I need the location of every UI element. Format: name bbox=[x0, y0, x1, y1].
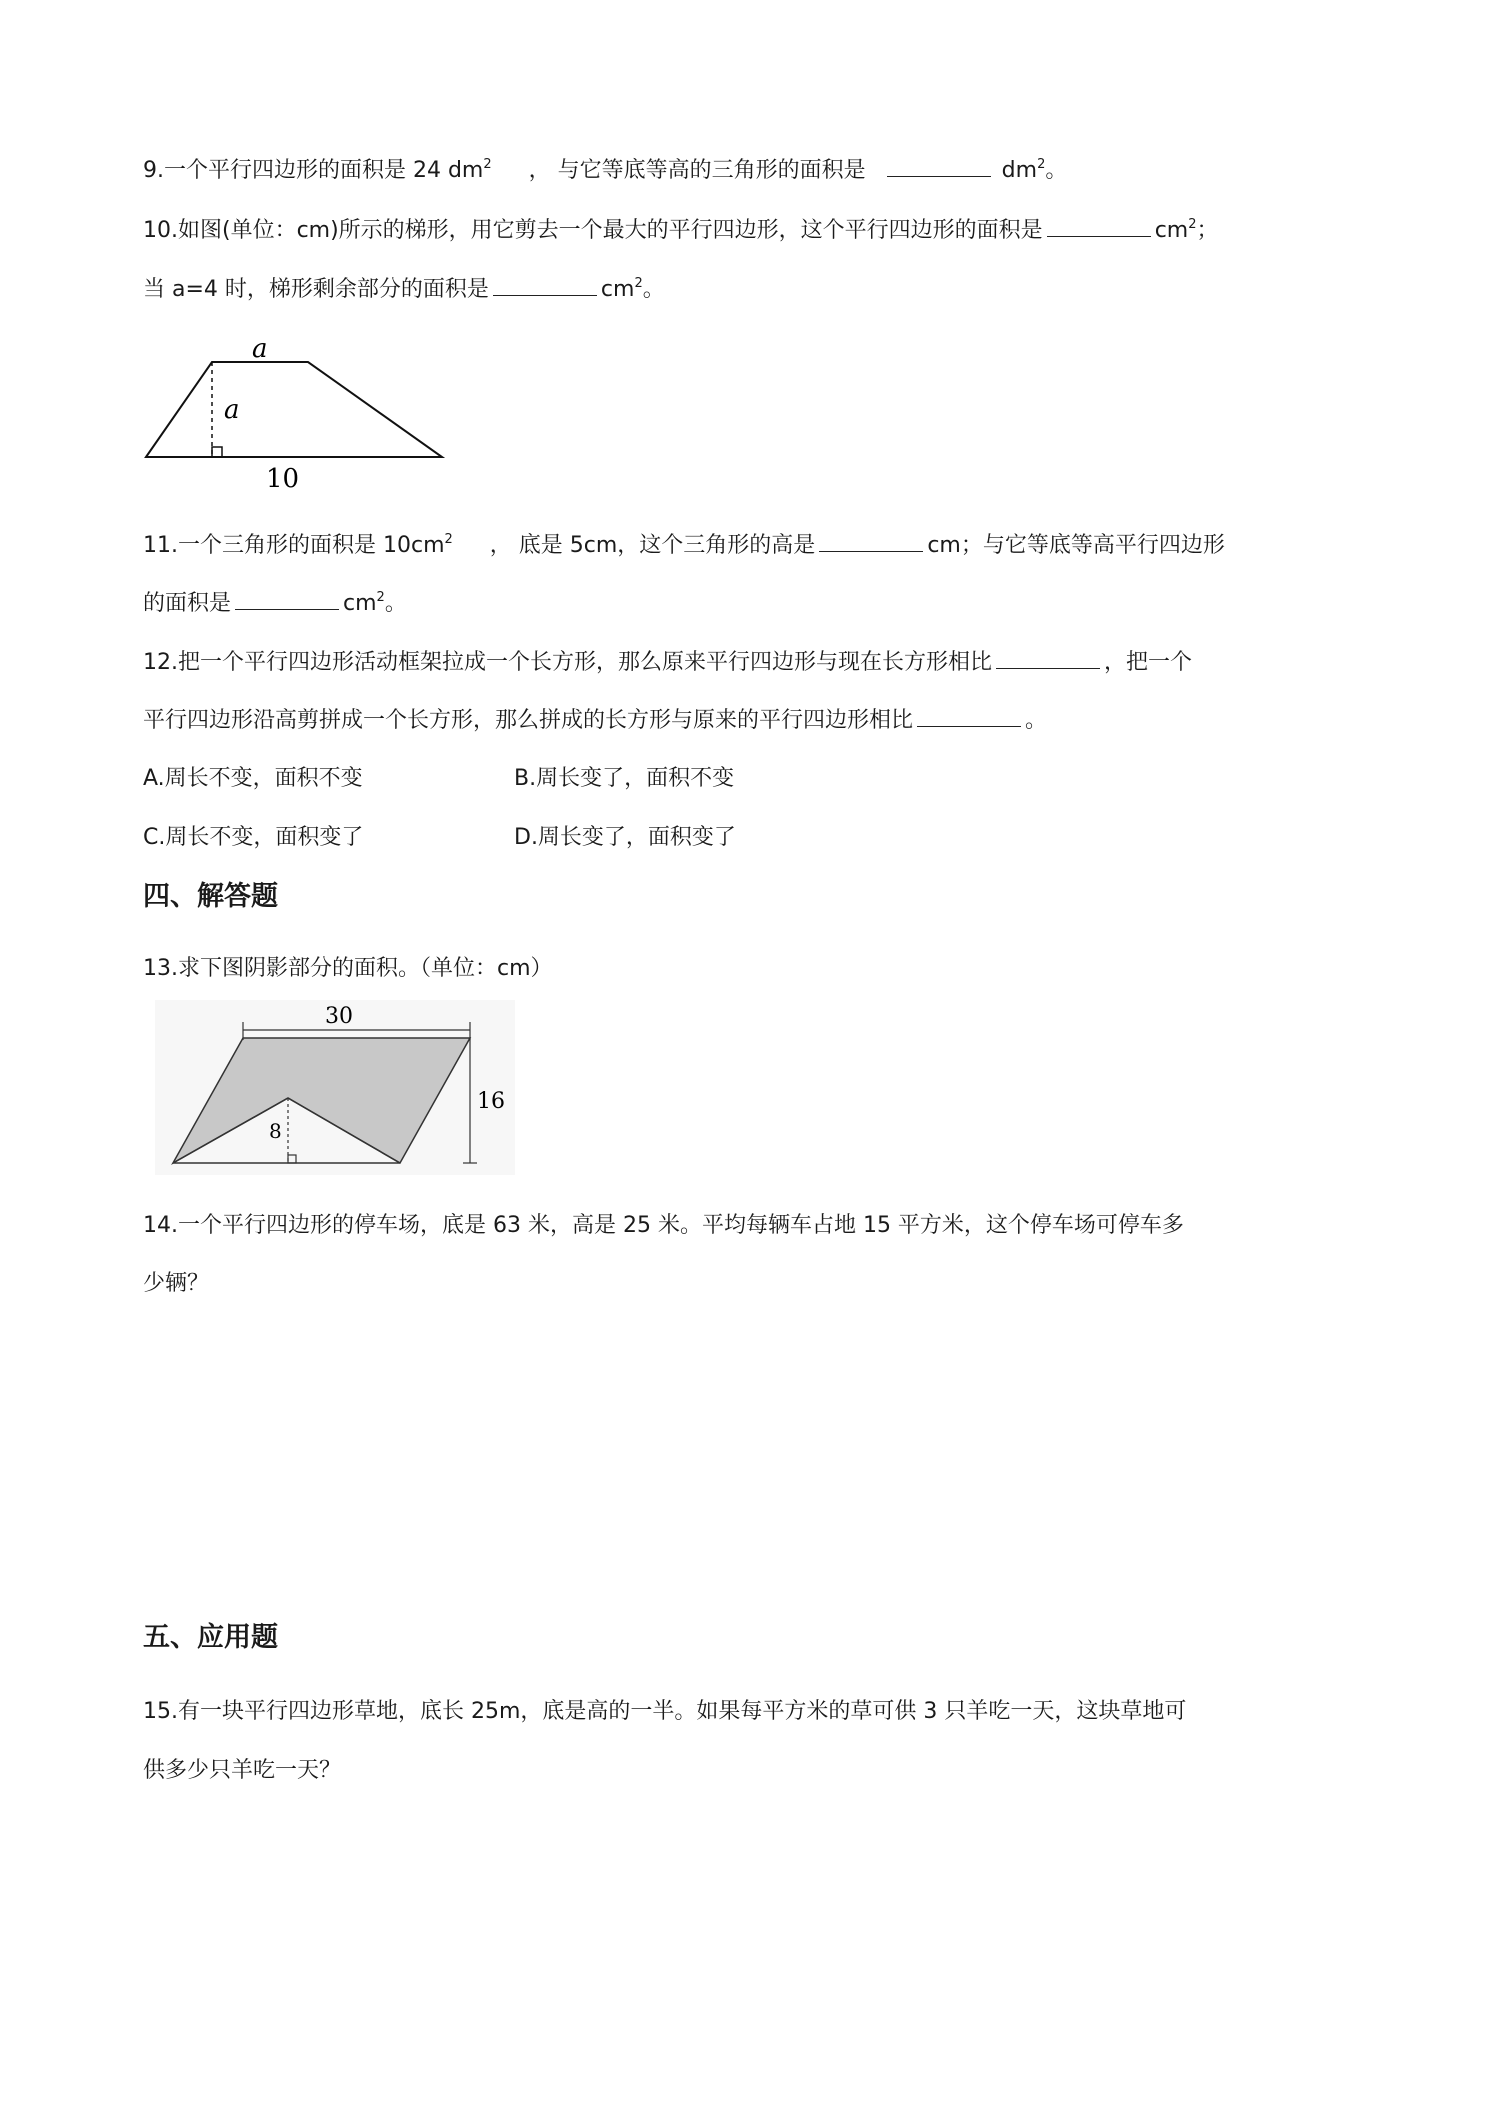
question-13: 13.求下图阴影部分的面积。（单位：cm） bbox=[143, 956, 553, 981]
answer-blank[interactable] bbox=[887, 156, 991, 177]
top-label: 30 bbox=[325, 1004, 353, 1029]
question-15-line2: 供多少只羊吃一天？ bbox=[143, 1758, 342, 1783]
option-c[interactable]: C.周长不变，面积变了 bbox=[143, 825, 364, 850]
question-12-line2: 平行四边形沿高剪拼成一个长方形，那么拼成的长方形与原来的平行四边形相比 。 bbox=[143, 708, 1048, 733]
question-11-line1: 11.一个三角形的面积是 $10cm^2$ ， 底是 5cm，这个三角形的高是 cm；与它等底等高平行四边形 bbox=[143, 532, 1225, 558]
question-12-line1: 12.把一个平行四边形活动框架拉成一个长方形，那么原来平行四边形与现在长方形相比 ，把一个 bbox=[143, 650, 1193, 675]
base-label: 10 bbox=[266, 464, 300, 494]
option-d[interactable]: D.周长变了，面积变了 bbox=[514, 825, 736, 850]
top-label: a bbox=[252, 334, 268, 364]
section-heading-5: 五、应用题 bbox=[143, 1622, 278, 1653]
inner-label: 8 bbox=[269, 1119, 282, 1143]
option-a[interactable]: A.周长不变，面积不变 bbox=[143, 766, 363, 791]
trapezoid-shape bbox=[146, 362, 442, 457]
question-14-line1: 14.一个平行四边形的停车场，底是 63 米，高是 25 米。平均每辆车占地 15 平方米，这个停车场可停车多 bbox=[143, 1213, 1184, 1238]
height-label: 16 bbox=[477, 1089, 505, 1114]
option-b[interactable]: B.周长变了，面积不变 bbox=[514, 766, 735, 791]
answer-blank[interactable] bbox=[1047, 216, 1151, 237]
question-14-line2: 少辆？ bbox=[143, 1271, 210, 1296]
height-label: a bbox=[224, 395, 240, 425]
section-heading-4: 四、解答题 bbox=[143, 881, 278, 912]
answer-blank[interactable] bbox=[493, 275, 597, 296]
trapezoid-figure bbox=[140, 330, 460, 500]
question-15-line1: 15.有一块平行四边形草地，底长 25m，底是高的一半。如果每平方米的草可供 3 只羊吃一天，这块草地可 bbox=[143, 1699, 1187, 1724]
question-10-line1: 10.如图(单位：cm)所示的梯形，用它剪去一个最大的平行四边形，这个平行四边形的面积是 $cm^2$； bbox=[143, 217, 1219, 243]
question-9: 9.一个平行四边形的面积是 24 $dm^2$ ， 与它等底等高的三角形的面积是 $dm^2$。 bbox=[143, 157, 1068, 183]
answer-blank[interactable] bbox=[819, 531, 923, 552]
shaded-parallelogram-figure bbox=[155, 1000, 515, 1175]
question-10-line2: 当 a=4 时，梯形剩余部分的面积是 $cm^2$。 bbox=[143, 276, 665, 302]
answer-blank[interactable] bbox=[996, 648, 1100, 669]
answer-blank[interactable] bbox=[917, 706, 1021, 727]
answer-blank[interactable] bbox=[235, 589, 339, 610]
question-11-line2: 的面积是 $cm^2$。 bbox=[143, 590, 407, 616]
right-angle-mark bbox=[212, 447, 222, 457]
